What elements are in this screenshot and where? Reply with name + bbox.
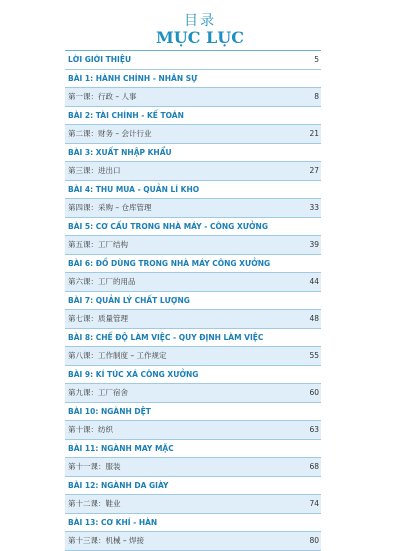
toc-lesson-row <box>65 107 321 126</box>
toc-subtitle-row <box>65 347 321 366</box>
toc-lesson-row <box>65 51 321 70</box>
lesson-title-chinese: 第四课：采购 – 仓库管理 <box>68 203 152 213</box>
page-number: 21 <box>309 129 319 139</box>
toc-lesson-row <box>65 329 321 348</box>
toc-lesson-row <box>65 218 321 237</box>
page-number: 33 <box>309 203 319 213</box>
lesson-title-chinese: 第五课：工厂结构 <box>68 240 128 250</box>
lesson-title: BÀI 9: KÍ TÚC XÁ CÔNG XƯỞNG <box>68 369 199 379</box>
page-number: 39 <box>309 240 319 250</box>
toc-subtitle-row <box>65 458 321 477</box>
page-number: 44 <box>309 277 319 287</box>
lesson-title-chinese: 第一课：行政 – 人事 <box>68 92 137 102</box>
toc-lesson-row <box>65 292 321 311</box>
lesson-title-chinese: 第二课：财务 – 会计行业 <box>68 129 152 139</box>
toc-subtitle-row <box>65 162 321 181</box>
toc-lesson-row <box>65 255 321 274</box>
lesson-title: BÀI 2: TÀI CHÍNH - KẾ TOÁN <box>68 110 184 120</box>
lesson-title-chinese: 第十三课：机械 – 焊接 <box>68 536 145 546</box>
toc-subtitle-row <box>65 125 321 144</box>
lesson-title-chinese: 第六课：工厂的用品 <box>68 277 136 287</box>
toc-lesson-row <box>65 514 321 533</box>
lesson-title: BÀI 8: CHẾ ĐỘ LÀM VIỆC - QUY ĐỊNH LÀM VIỆC <box>68 332 264 342</box>
page-title-vietnamese: MỤC LỤC <box>156 28 244 47</box>
toc-subtitle-row <box>65 310 321 329</box>
page-number: 5 <box>314 55 319 65</box>
toc-subtitle-row <box>65 236 321 255</box>
page-number: 60 <box>309 388 319 398</box>
lesson-title: BÀI 1: HÀNH CHÍNH - NHÂN SỰ <box>68 73 198 83</box>
lesson-title: BÀI 12: NGÀNH DA GIÀY <box>68 480 169 490</box>
page-number: 55 <box>309 351 319 361</box>
toc-lesson-row <box>65 366 321 385</box>
toc-lesson-row <box>65 477 321 496</box>
toc-subtitle-row <box>65 88 321 107</box>
lesson-title: BÀI 7: QUẢN LÝ CHẤT LƯỢNG <box>68 295 190 305</box>
page-number: 74 <box>309 499 319 509</box>
lesson-title: BÀI 5: CƠ CẤU TRONG NHÀ MÁY - CÔNG XƯỞNG <box>68 221 268 231</box>
lesson-title-chinese: 第十课：纺织 <box>68 425 113 435</box>
lesson-title: LỜI GIỚI THIỆU <box>68 55 132 65</box>
table-of-contents <box>65 50 321 551</box>
lesson-title: BÀI 4: THU MUA - QUẢN LÍ KHO <box>68 184 200 194</box>
lesson-title: BÀI 11: NGÀNH MAY MẶC <box>68 443 174 453</box>
page-number: 68 <box>309 462 319 472</box>
lesson-title-chinese: 第十二课：鞋业 <box>68 499 121 509</box>
lesson-title: BÀI 13: CƠ KHÍ - HÀN <box>68 517 158 527</box>
toc-subtitle-row <box>65 384 321 403</box>
lesson-title: BÀI 6: ĐỒ DÙNG TRONG NHÀ MÁY CÔNG XƯỞNG <box>68 258 271 268</box>
toc-subtitle-row <box>65 495 321 514</box>
lesson-title-chinese: 第九课：工厂宿舍 <box>68 388 128 398</box>
toc-subtitle-row <box>65 273 321 292</box>
toc-subtitle-row <box>65 199 321 218</box>
toc-lesson-row <box>65 181 321 200</box>
page-number: 27 <box>309 166 319 176</box>
lesson-title-chinese: 第三课：进出口 <box>68 166 121 176</box>
toc-lesson-row <box>65 70 321 89</box>
toc-subtitle-row <box>65 421 321 440</box>
page-number: 8 <box>314 92 319 102</box>
page-title-chinese: 目录 <box>184 13 216 29</box>
toc-subtitle-row <box>65 532 321 551</box>
lesson-title-chinese: 第七课：质量管理 <box>68 314 128 324</box>
lesson-title: BÀI 3: XUẤT NHẬP KHẨU <box>68 147 172 157</box>
lesson-title: BÀI 10: NGÀNH DỆT <box>68 406 151 416</box>
lesson-title-chinese: 第八课：工作制度 – 工作规定 <box>68 351 167 361</box>
toc-lesson-row <box>65 440 321 459</box>
page-number: 63 <box>309 425 319 435</box>
toc-lesson-row <box>65 144 321 163</box>
page-number: 80 <box>309 536 319 546</box>
lesson-title-chinese: 第十一课：服装 <box>68 462 121 472</box>
page-number: 48 <box>309 314 319 324</box>
toc-lesson-row <box>65 403 321 422</box>
